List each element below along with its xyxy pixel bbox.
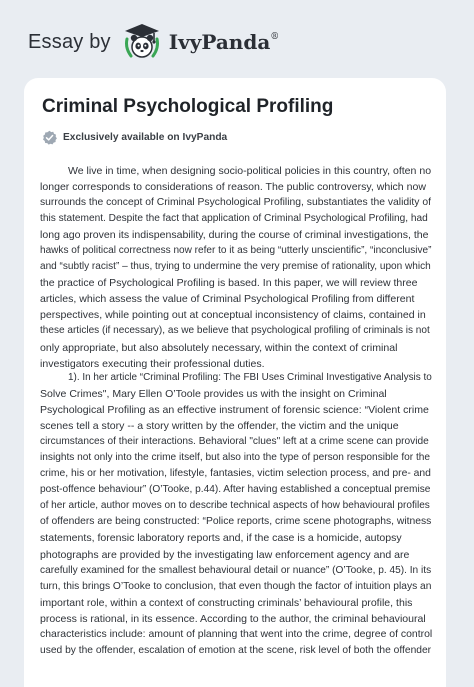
essay-by-label: Essay by <box>28 30 111 53</box>
text-line: surrounds the concept of Criminal Psychological Profiling, substantiates the validity of <box>40 197 431 209</box>
text-line: of her article, author moves on to describe technical aspects of how behavioural profiles <box>40 500 430 512</box>
trademark-symbol: ® <box>270 32 280 42</box>
text-line: important role, within a context of constructing criminals’ behavioural profile, this <box>40 596 413 609</box>
panda-graduate-logo-icon[interactable] <box>121 21 163 63</box>
brand-text: IvyPanda <box>168 30 271 54</box>
text-line: scenes tell a story -- a story written by the offender, the victim and the unique <box>40 420 399 433</box>
text-line: Solve Crimes", Mary Ellen O’Toole provides us with the insight on Criminal <box>40 388 387 401</box>
text-line: process is rational, in its essence. According to the author, the criminal behavioural <box>40 612 426 625</box>
text-line: of offenders are being constructed: “Police reports, crime scene photographs, witness <box>40 516 432 528</box>
essay-title: Criminal Psychological Profiling <box>42 96 334 117</box>
text-line: characteristics include: amount of planning that went into the crime, degree of control <box>40 628 433 640</box>
check-badge-icon <box>42 130 57 145</box>
text-line: used by the offender, escalation of emotion at the scene, risk level of both the offender <box>40 644 432 656</box>
text-line: statements, forensic laboratory reports and, if the case is a homicide, autopsy <box>40 532 402 545</box>
text-line: turn, this brings O’Tooke to conclusion, that even though the factor of intuition plays an <box>40 580 432 592</box>
text-line: 1). In her article “Criminal Profiling: The FBI Uses Criminal Investigative Analysis to <box>68 372 432 383</box>
text-line: these articles (if necessary), as we believe that psychological profiling of criminals is not <box>40 325 430 337</box>
text-line: the practice of Psychological Profiling is based. In this paper, we will review three <box>40 277 418 290</box>
text-line: longer corresponds to considerations of reason. The public controversy, which now <box>40 181 426 194</box>
text-line: articles, which assess the value of Criminal Psychological Profiling from different <box>40 293 415 306</box>
text-line: insights not only into the crime itself, but also into the type of person responsible for the <box>40 452 431 464</box>
paragraph-2 <box>40 370 432 659</box>
essay-card <box>24 78 446 687</box>
text-line: Psychological Profiling as an effective instrument of forensic science: “Violent crime <box>40 404 429 417</box>
availability-row <box>42 130 227 145</box>
text-line: circumstances of their interactions. Behavioral "clues" left at a crime scene can provide <box>40 436 429 448</box>
text-line: carefully examined for the smallest behavioural detail or nuance” (O’Tooke, p. 45). In its <box>40 564 432 576</box>
text-line: crime, his or her motivation, lifestyle, fantasies, victim selection process, and pre- and <box>40 468 431 480</box>
text-line: photographs are provided by the investigating law enforcement agency and are <box>40 548 410 561</box>
site-header <box>0 0 474 84</box>
text-line: investigators executing their professional duties. <box>40 357 265 370</box>
text-line: long ago proven its indispensability, during the course of criminal investigations, the <box>40 229 429 242</box>
availability-text: Exclusively available on IvyPanda <box>63 132 228 143</box>
text-line: only appropriate, but also absolutely necessary, within the context of criminal <box>40 341 398 354</box>
text-line: We live in time, when designing socio-political policies in this country, often no <box>68 165 432 177</box>
text-line: hawks of political correctness now refer to it as being “utterly unscientific”, “inconclusive” <box>40 245 432 257</box>
text-line: perspectives, while pointing out at conceptual inconsistency of claims, contained in <box>40 309 426 322</box>
text-line: and “subtly racist” – thus, trying to undermine the very premise of rationality, upon which <box>40 261 431 273</box>
paragraph-1 <box>40 163 432 372</box>
text-line: post-offence behaviour” (O’Tooke, p.44). After having established a conceptual premise <box>40 484 431 496</box>
text-line: this statement. Despite the fact that application of Criminal Psychological Profiling, had <box>40 213 428 225</box>
brand-name[interactable] <box>169 30 280 54</box>
